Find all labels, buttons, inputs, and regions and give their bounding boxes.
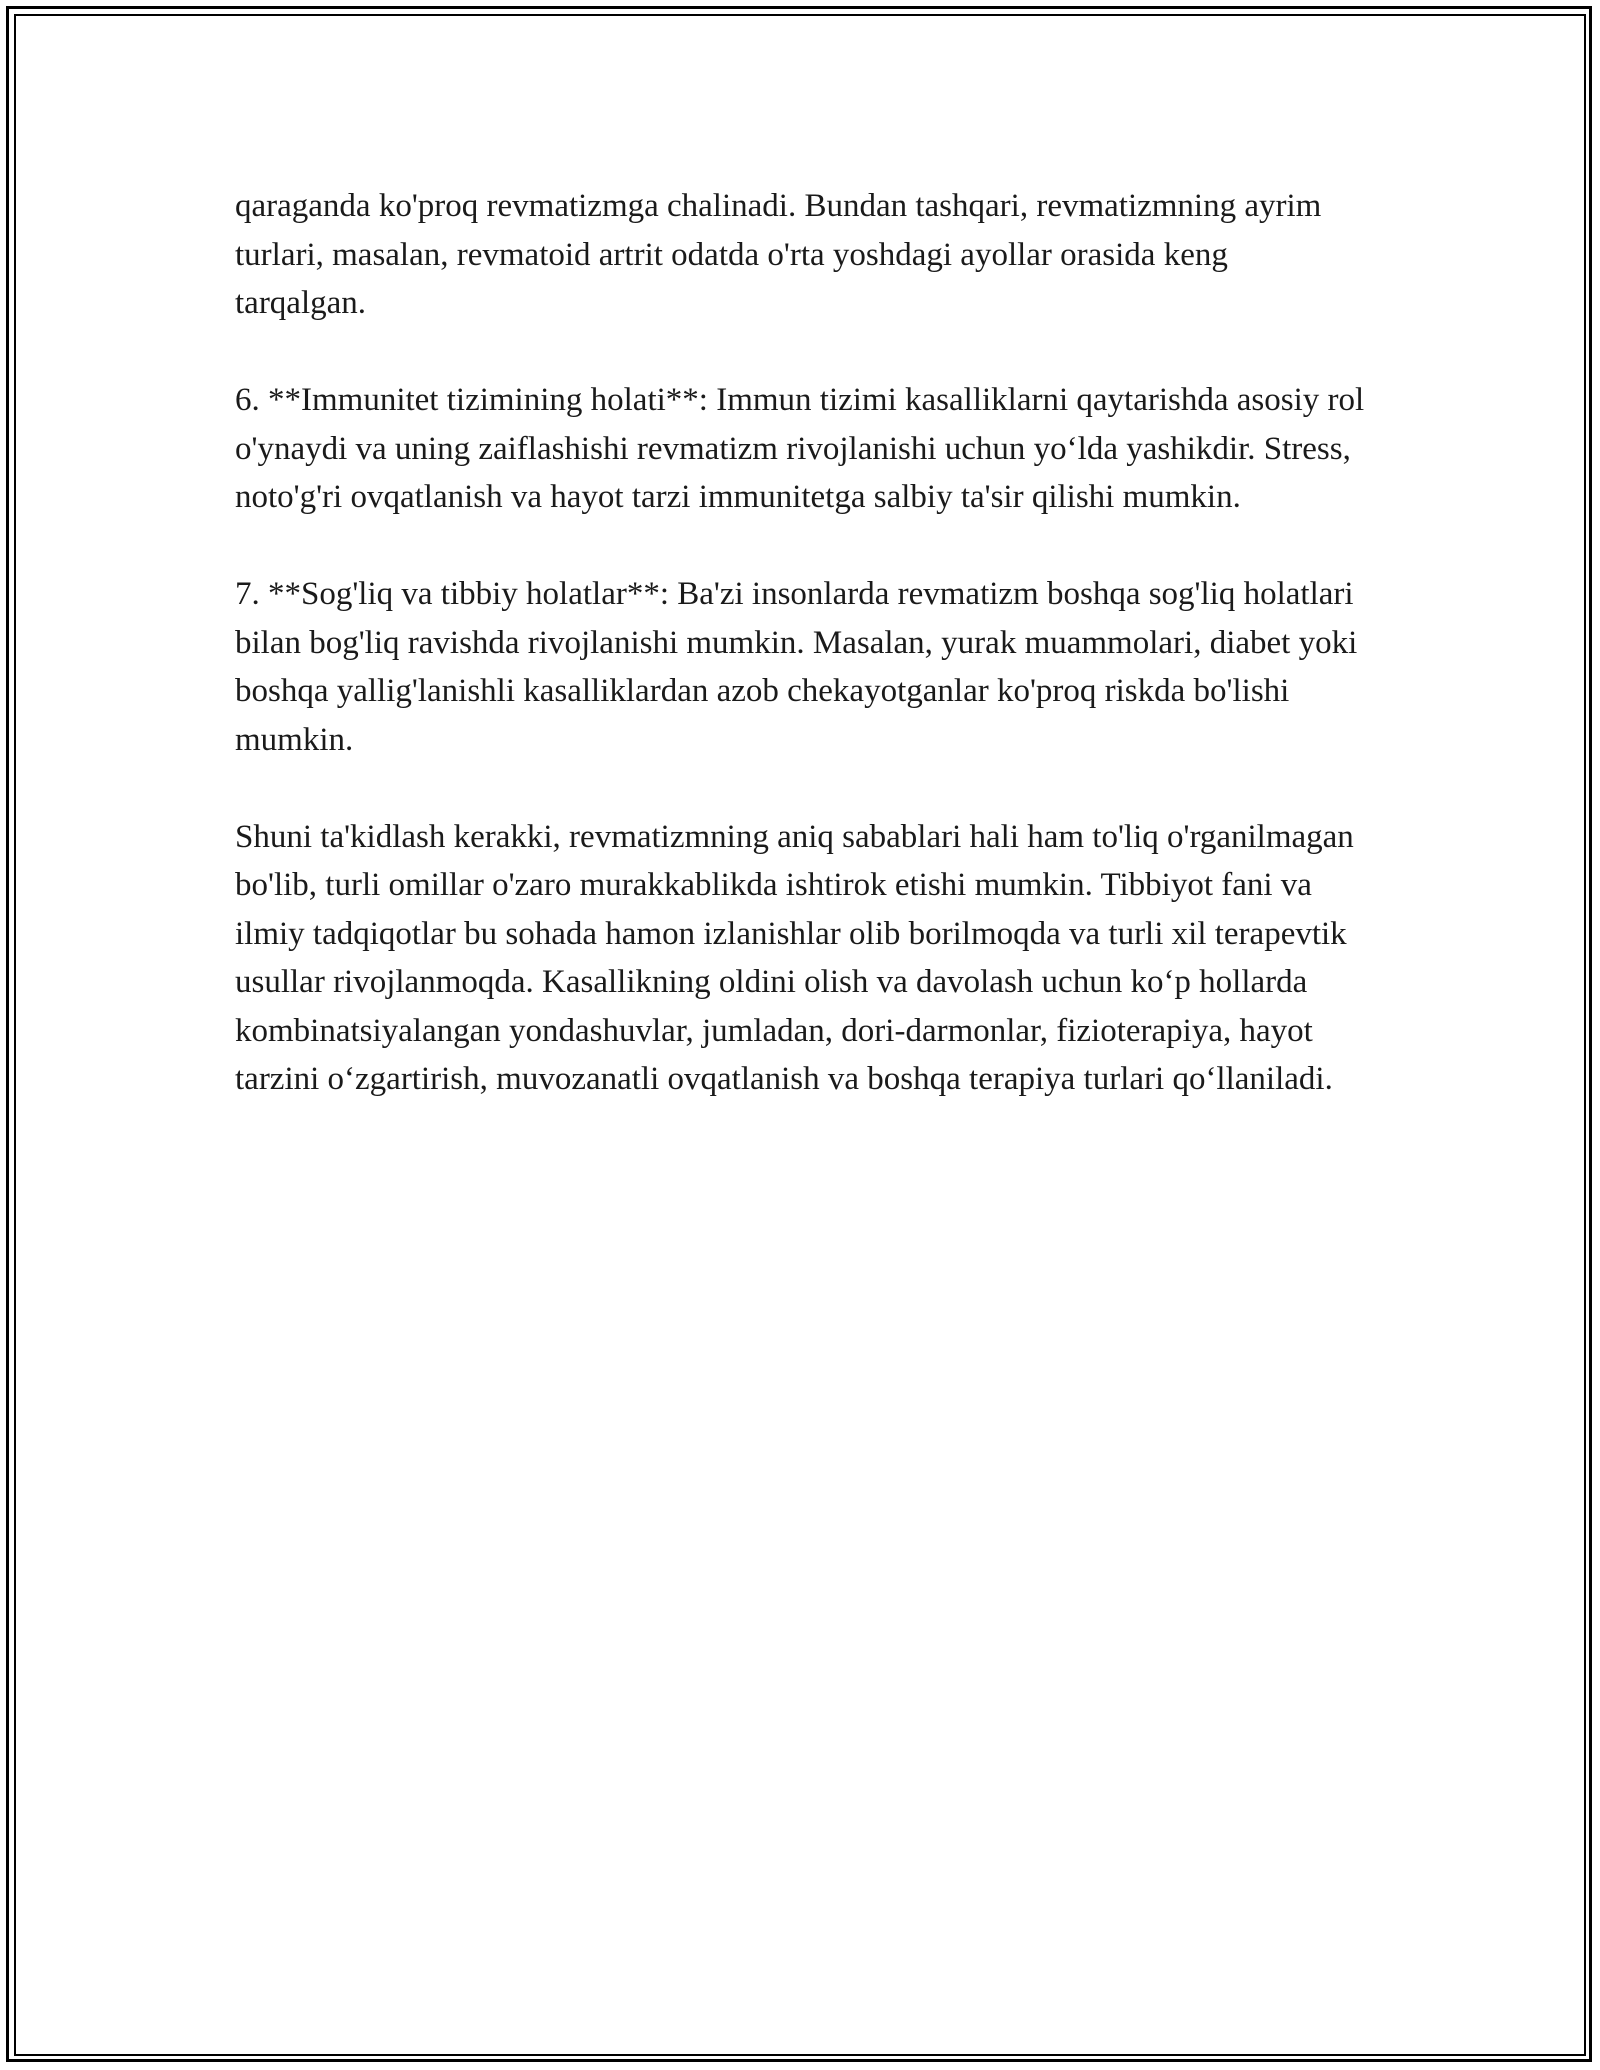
paragraph-immunity: 6. **Immunitet tizimining holati**: Immun tizimi kasalliklarni qaytarishda asosiy rol o'ynaydi va uning zaiflashishi revmatizm rivojlanishi uchun yo‘lda yashikdir. Stress, noto'g'ri ovqatlanish va hayot tarzi immunitetga salbiy ta'sir qilishi mumkin. — [235, 382, 1365, 515]
paragraph-continuation: qaraganda ko'proq revmatizmga chalinadi. Bundan tashqari, revmatizmning ayrim turlari, masalan, revmatoid artrit odatda o'rta yoshdagi ayollar orasida keng tarqalgan. — [235, 188, 1322, 321]
document-body — [235, 182, 1365, 1152]
paragraph-health-conditions: 7. **Sog'liq va tibbiy holatlar**: Ba'zi insonlarda revmatizm boshqa sog'liq holatlari bilan bog'liq ravishda rivojlanishi mumkin. Masalan, yurak muammolari, diabet yoki boshqa yallig'lanishli kasalliklardan azob chekayotganlar ko'proq riskda bo'lishi mumkin. — [235, 576, 1358, 758]
paragraph-conclusion: Shuni ta'kidlash kerakki, revmatizmning aniq sabablari hali ham to'liq o'rganilmagan bo'lib, turli omillar o'zaro murakkablikda ishtirok etishi mumkin. Tibbiyot fani va ilmiy tadqiqotlar bu sohada hamon izlanishlar olib borilmoqda va turli xil terapevtik usullar rivojlanmoqda. Kasallikning oldini olish va davolash uchun ko‘p hollarda kombinatsiyalangan yondashuvlar, jumladan, dori-darmonlar, fizioterapiya, hayot tarzini o‘zgartirish, muvozanatli ovqatlanish va boshqa terapiya turlari qo‘llaniladi. — [235, 818, 1354, 1097]
